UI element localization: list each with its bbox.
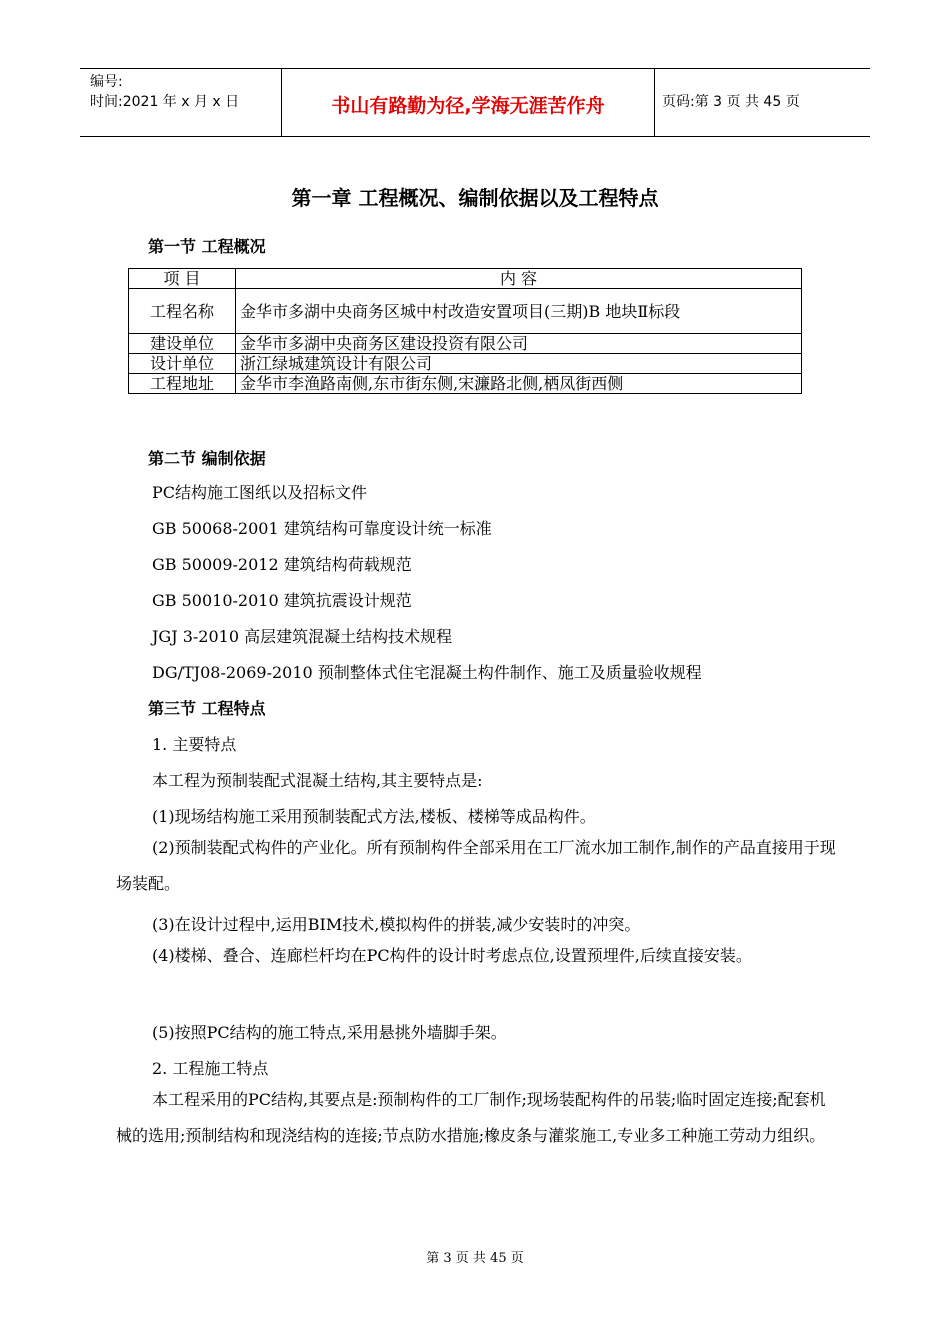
feature-point: (1)现场结构施工采用预制装配式方法,楼板、楼梯等成品构件。 bbox=[152, 807, 596, 826]
feature-point: (2)预制装配式构件的产业化。所有预制构件全部采用在工厂流水加工制作,制作的产品直接用于现场装配。 bbox=[116, 838, 836, 893]
reference-item: DG/TJ08-2069-2010 预制整体式住宅混凝土构件制作、施工及质量验收规程 bbox=[152, 663, 702, 682]
table-header-content: 内 容 bbox=[236, 269, 802, 289]
reference-item: PC结构施工图纸以及招标文件 bbox=[152, 483, 368, 502]
table-row bbox=[129, 354, 802, 374]
table-cell-item: 工程地址 bbox=[129, 374, 236, 394]
table-cell-content: 金华市李渔路南侧,东市街东侧,宋濂路北侧,栖凤街西侧 bbox=[236, 374, 802, 394]
intro-paragraph: 本工程为预制装配式混凝土结构,其主要特点是: bbox=[152, 771, 483, 790]
table-cell-content: 浙江绿城建筑设计有限公司 bbox=[236, 354, 802, 374]
table-cell-content: 金华市多湖中央商务区城中村改造安置项目(三期)B 地块Ⅱ标段 bbox=[236, 289, 802, 334]
section2-title: 第二节 编制依据 bbox=[148, 449, 266, 468]
table-header-row bbox=[129, 269, 802, 289]
table-cell-item: 建设单位 bbox=[129, 334, 236, 354]
closing-paragraph: 本工程采用的PC结构,其要点是:预制构件的工厂制作;现场装配构件的吊装;临时固定连接;配套机械的选用;预制结构和现浇结构的连接;节点防水措施;橡皮条与灌浆施工,专业多工种施工劳动力组织。 bbox=[116, 1090, 826, 1145]
section3-title: 第三节 工程特点 bbox=[148, 699, 266, 718]
subsection-heading: 2. 工程施工特点 bbox=[152, 1059, 269, 1078]
table-row bbox=[129, 334, 802, 354]
reference-item: GB 50010-2010 建筑抗震设计规范 bbox=[152, 591, 412, 610]
table-header-item: 项 目 bbox=[129, 269, 236, 289]
feature-point: (3)在设计过程中,运用BIM技术,模拟构件的拼装,减少安装时的冲突。 bbox=[152, 915, 641, 934]
section1-title: 第一节 工程概况 bbox=[148, 237, 266, 256]
table-row bbox=[129, 374, 802, 394]
reference-item: GB 50068-2001 建筑结构可靠度设计统一标准 bbox=[152, 519, 492, 538]
header-motto-cell bbox=[282, 69, 655, 136]
header-meta bbox=[80, 69, 282, 136]
reference-item: GB 50009-2012 建筑结构荷载规范 bbox=[152, 555, 412, 574]
table-cell-item: 设计单位 bbox=[129, 354, 236, 374]
reference-item: JGJ 3-2010 高层建筑混凝土结构技术规程 bbox=[152, 627, 453, 646]
time-label: 时间:2021 年 x 月 x 日 bbox=[90, 94, 240, 110]
page-header bbox=[80, 68, 870, 137]
page-footer: 第 3 页 共 45 页 bbox=[426, 1251, 524, 1266]
number-label: 编号: bbox=[90, 74, 123, 90]
feature-point: (5)按照PC结构的施工特点,采用悬挑外墙脚手架。 bbox=[152, 1023, 507, 1042]
header-motto: 书山有路勤为径,学海无涯苦作舟 bbox=[331, 95, 605, 117]
table-cell-content: 金华市多湖中央商务区建设投资有限公司 bbox=[236, 334, 802, 354]
feature-point: (4)楼梯、叠合、连廊栏杆均在PC构件的设计时考虑点位,设置预埋件,后续直接安装。 bbox=[152, 946, 752, 965]
table-cell-item: 工程名称 bbox=[129, 289, 236, 334]
subsection-heading: 1. 主要特点 bbox=[152, 735, 237, 754]
chapter-title: 第一章 工程概况、编制依据以及工程特点 bbox=[291, 186, 659, 210]
table-row bbox=[129, 289, 802, 334]
project-overview-table bbox=[128, 268, 802, 394]
header-page-label: 页码:第 3 页 共 45 页 bbox=[662, 94, 800, 110]
